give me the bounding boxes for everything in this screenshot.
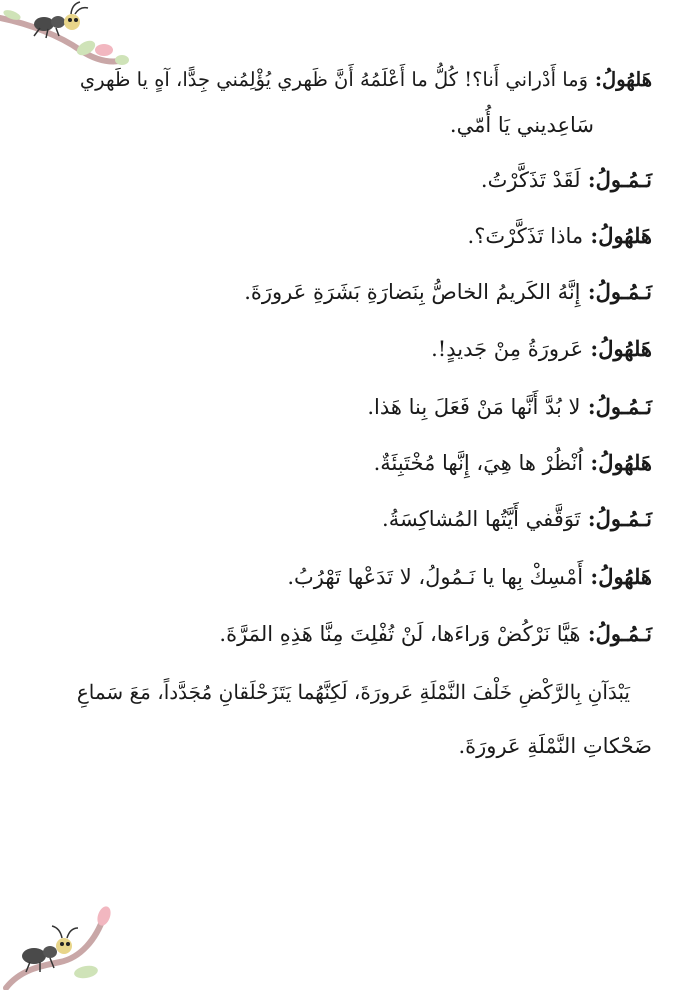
dialogue-line: هَلهُولُ: ماذا تَذَكَّرْتَ؟. [467,223,652,248]
dialogue-line: نَـمُـولُ: إِنَّهُ الكَريمُ الخاصُّ بِنَضارَةِ بَشَرَةِ عَرورَةَ. [244,279,652,304]
line-text: عَرورَةُ مِنْ جَديدٍ!. [431,337,584,361]
line-text: يَبْدَآنِ بِالرَّكْضِ خَلْفَ النَّمْلَةِ عَرورَةَ، لَكِنَّهُما يَتَزَحْلَقانِ مُجَدَّداً، مَعَ سَماعِ [76,680,630,704]
narration-line [70,730,652,762]
line-text: سَاعِديني يَا أُمّي. [449,113,594,137]
dialogue-line: نَـمُـولُ: لَقَدْ تَذَكَّرْتُ. [480,167,652,192]
dialogue-line: نَـمُـولُ: تَوَقَّفي أَيَّتُها المُشاكِسَةُ. [382,506,652,531]
dialogue-line: نَـمُـولُ: هَيَّا نَرْكُضْ وَراءَها، لَنْ تُفْلِتَ مِنَّا هَذِهِ المَرَّةَ. [219,621,652,646]
line-text: لا بُدَّ أَنَّها مَنْ فَعَلَ بِنا هَذا. [367,395,581,419]
speaker-name: نَـمُـولُ [595,621,652,646]
speaker-name: هَلهُولُ [598,450,652,475]
line-text: لَقَدْ تَذَكَّرْتُ. [480,168,581,192]
line-text: أَمْسِكْ بِها يا نَـمُولُ، لا تَدَعْها تَهْرُبُ. [287,565,584,589]
speaker-name: نَـمُـولُ [595,279,652,304]
line-text: وَما أَدْراني أَنا؟! كُلُّ ما أَعْلَمُهُ أَنَّ ظَهري يُؤْلِمُني جِدًّا، آهٍ يا ظَهري [79,68,589,91]
line-text: ضَحْكاتِ النَّمْلَةِ عَرورَةَ. [458,734,652,758]
speaker-name: هَلهُولُ [602,68,652,91]
line-text: تَوَقَّفي أَيَّتُها المُشاكِسَةُ. [382,507,581,531]
dialogue-line-continuation [70,109,652,141]
line-text: ماذا تَذَكَّرْتَ؟. [467,224,584,248]
ant-on-branch-icon [0,900,120,990]
dialogue-line: هَلهُولُ: وَما أَدْراني أَنا؟! كُلُّ ما أَعْلَمُهُ أَنَّ ظَهري يُؤْلِمُني جِدًّا، آهٍ يا ظَهري [79,68,652,91]
speaker-name: نَـمُـولُ [595,167,652,192]
speaker-name: نَـمُـولُ [595,394,652,419]
dialogue-line: هَلهُولُ: أَمْسِكْ بِها يا نَـمُولُ، لا تَدَعْها تَهْرُبُ. [287,564,652,589]
line-text: هَيَّا نَرْكُضْ وَراءَها، لَنْ تُفْلِتَ مِنَّا هَذِهِ المَرَّةَ. [219,622,581,646]
line-text: اُنْظُرْ ها هِيَ، إِنَّها مُخْتَبِئَةٌ. [373,451,584,475]
line-text: إِنَّهُ الكَريمُ الخاصُّ بِنَضارَةِ بَشَرَةِ عَرورَةَ. [244,280,581,304]
dialogue-line: هَلهُولُ: اُنْظُرْ ها هِيَ، إِنَّها مُخْتَبِئَةٌ. [373,450,652,475]
speaker-name: نَـمُـولُ [595,506,652,531]
speaker-name: هَلهُولُ [598,336,652,361]
dialogue-line: نَـمُـولُ: لا بُدَّ أَنَّها مَنْ فَعَلَ بِنا هَذا. [367,394,652,419]
dialogue-line: هَلهُولُ: عَرورَةُ مِنْ جَديدٍ!. [431,336,652,361]
speaker-name: هَلهُولُ [598,564,652,589]
narration-line [70,676,652,708]
speaker-name: هَلهُولُ [598,223,652,248]
